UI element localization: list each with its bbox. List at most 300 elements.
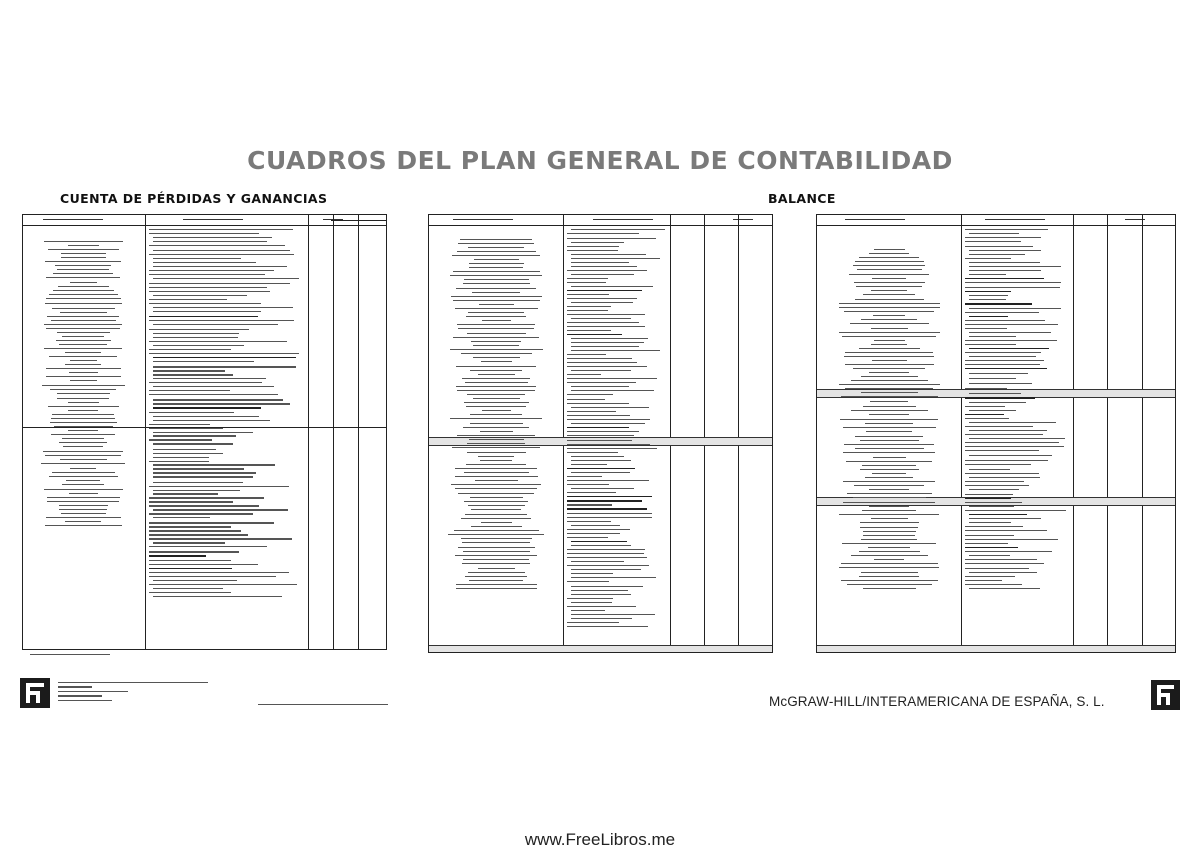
pyg-table xyxy=(22,214,387,650)
text-line xyxy=(853,368,925,369)
text-line xyxy=(153,357,296,358)
text-line xyxy=(149,592,231,593)
text-line xyxy=(859,576,919,577)
text-line xyxy=(571,573,613,574)
text-line xyxy=(844,311,934,312)
text-line xyxy=(567,598,613,599)
text-line xyxy=(47,501,119,502)
text-line xyxy=(58,286,109,287)
text-line xyxy=(849,274,929,275)
text-line xyxy=(860,527,918,528)
text-line xyxy=(567,411,616,412)
footnote xyxy=(30,654,110,655)
text-line xyxy=(969,295,1008,296)
text-line xyxy=(567,622,619,623)
text-line xyxy=(149,513,253,514)
text-line xyxy=(965,418,1009,419)
text-line xyxy=(965,481,1024,482)
text-line xyxy=(844,444,934,445)
text-line xyxy=(153,262,256,263)
text-line xyxy=(468,572,525,573)
text-line xyxy=(153,399,283,400)
text-line xyxy=(458,547,535,548)
text-line xyxy=(854,282,925,283)
text-line xyxy=(969,233,1019,234)
text-line xyxy=(149,245,285,246)
text-line xyxy=(149,254,294,255)
text-line xyxy=(567,270,647,271)
text-line xyxy=(153,435,236,436)
text-line xyxy=(567,448,657,449)
text-line xyxy=(861,539,917,540)
text-line xyxy=(571,386,629,387)
text-line xyxy=(567,468,635,469)
text-line xyxy=(469,580,523,581)
text-line xyxy=(463,283,530,284)
text-line xyxy=(454,530,539,531)
text-line xyxy=(455,488,537,489)
text-line xyxy=(866,431,912,432)
text-line xyxy=(571,407,649,408)
text-line xyxy=(567,606,636,607)
text-line xyxy=(965,364,1040,365)
text-line xyxy=(567,310,608,311)
text-line xyxy=(567,537,608,538)
text-line xyxy=(149,299,227,300)
imprint-line-right xyxy=(258,704,388,705)
text-line xyxy=(46,517,121,518)
text-line xyxy=(153,490,240,491)
text-line xyxy=(149,560,231,561)
text-line xyxy=(965,278,1044,279)
text-line xyxy=(839,332,940,333)
text-line xyxy=(571,262,629,263)
text-line xyxy=(969,356,1036,357)
text-line xyxy=(842,336,936,337)
text-line xyxy=(50,422,117,423)
text-line xyxy=(969,402,1026,403)
text-line xyxy=(969,274,1006,275)
text-line xyxy=(44,489,123,490)
text-line xyxy=(149,320,294,321)
text-line xyxy=(45,525,122,526)
text-line xyxy=(51,418,115,419)
text-line xyxy=(149,316,258,317)
text-line xyxy=(571,346,639,347)
text-line xyxy=(458,328,534,329)
text-line xyxy=(969,348,1049,349)
text-line xyxy=(153,407,261,408)
text-line xyxy=(965,320,1045,321)
text-line xyxy=(149,412,234,413)
text-line xyxy=(969,262,1040,263)
text-line xyxy=(153,295,247,296)
text-line xyxy=(567,306,611,307)
text-line xyxy=(567,533,620,534)
balance-table-activo xyxy=(428,214,773,653)
text-line xyxy=(571,338,648,339)
text-line xyxy=(845,388,933,389)
text-line xyxy=(567,557,647,558)
text-line xyxy=(70,282,97,283)
text-line xyxy=(70,468,96,469)
text-line xyxy=(153,311,261,312)
text-line xyxy=(464,402,529,403)
text-line xyxy=(149,353,299,354)
text-line xyxy=(62,484,104,485)
text-line xyxy=(149,564,258,565)
text-line xyxy=(567,399,605,400)
text-line xyxy=(859,551,920,552)
text-line xyxy=(847,584,932,585)
text-line xyxy=(567,521,611,522)
text-line xyxy=(149,291,270,292)
text-line xyxy=(470,423,523,424)
text-line xyxy=(567,278,608,279)
text-line xyxy=(457,435,535,436)
text-line xyxy=(153,464,275,465)
balance-activo-left-column xyxy=(439,239,553,592)
page-title: CUADROS DEL PLAN GENERAL DE CONTABILIDAD xyxy=(247,146,953,175)
text-line xyxy=(153,468,244,469)
header-label-line xyxy=(43,219,103,220)
text-line xyxy=(50,389,116,390)
pyg-section-title: CUENTA DE PÉRDIDAS Y GANANCIAS xyxy=(60,191,328,206)
text-line xyxy=(845,352,933,353)
text-line xyxy=(451,484,541,485)
text-line xyxy=(478,568,515,569)
text-line xyxy=(571,266,637,267)
text-line xyxy=(461,353,532,354)
text-line xyxy=(869,506,909,507)
mcgraw-hill-logo xyxy=(20,678,50,708)
text-line xyxy=(855,448,924,449)
text-line xyxy=(567,419,650,420)
text-line xyxy=(149,546,267,547)
text-line xyxy=(567,334,622,335)
text-line xyxy=(839,567,939,568)
text-line xyxy=(861,376,918,377)
text-line xyxy=(149,551,239,552)
text-line xyxy=(571,594,631,595)
text-line xyxy=(965,460,1048,461)
text-line xyxy=(865,423,913,424)
text-line xyxy=(149,229,293,230)
text-line xyxy=(466,406,526,407)
text-line xyxy=(567,322,639,323)
text-line xyxy=(153,596,282,597)
text-line xyxy=(969,430,1047,431)
text-line xyxy=(149,505,259,506)
text-line xyxy=(153,476,253,477)
text-line xyxy=(153,241,267,242)
text-line xyxy=(43,451,123,452)
text-line xyxy=(969,514,1027,515)
text-line xyxy=(464,472,529,473)
text-line xyxy=(859,257,919,258)
text-line xyxy=(463,559,529,560)
text-line xyxy=(965,526,1023,527)
text-line xyxy=(969,270,1041,271)
text-line xyxy=(567,565,649,566)
text-line xyxy=(843,452,935,453)
text-line xyxy=(965,559,1037,560)
text-line xyxy=(571,302,633,303)
text-line xyxy=(874,559,904,560)
text-line xyxy=(965,563,1044,564)
text-line xyxy=(571,456,624,457)
text-line xyxy=(571,545,631,546)
text-line xyxy=(473,398,520,399)
text-line xyxy=(149,555,206,556)
header-label-line xyxy=(733,219,753,220)
text-line xyxy=(473,357,520,358)
text-line xyxy=(843,427,936,428)
text-line xyxy=(863,406,916,407)
text-line xyxy=(571,525,620,526)
text-line xyxy=(872,473,906,474)
text-line xyxy=(567,366,647,367)
text-line xyxy=(965,539,1058,540)
text-line xyxy=(153,482,243,483)
text-line xyxy=(149,522,274,523)
text-line xyxy=(153,374,233,375)
text-line xyxy=(969,422,1056,423)
text-line xyxy=(472,292,520,293)
pyg-left-column xyxy=(33,241,133,529)
text-line xyxy=(153,542,225,543)
text-line xyxy=(865,477,913,478)
text-line xyxy=(859,348,920,349)
text-line xyxy=(571,472,630,473)
balance-activo-right-column xyxy=(567,229,665,630)
text-line xyxy=(149,534,248,535)
text-line xyxy=(61,257,106,258)
text-line xyxy=(965,510,1066,511)
text-line xyxy=(153,588,223,589)
text-line xyxy=(45,303,122,304)
text-line xyxy=(60,312,107,313)
text-line xyxy=(478,456,514,457)
balance-pasivo-right-column xyxy=(965,229,1069,592)
text-line xyxy=(452,447,540,448)
text-line xyxy=(153,420,270,421)
text-line xyxy=(567,282,606,283)
text-line xyxy=(149,424,210,425)
text-line xyxy=(571,586,643,587)
text-line xyxy=(965,584,1022,585)
text-line xyxy=(839,307,940,308)
text-line xyxy=(468,505,525,506)
text-line xyxy=(567,513,652,514)
text-line xyxy=(571,423,645,424)
text-line xyxy=(70,360,97,361)
text-line xyxy=(153,337,238,338)
text-line xyxy=(969,410,1016,411)
text-line xyxy=(843,502,935,503)
text-line xyxy=(567,250,618,251)
text-line xyxy=(861,392,918,393)
text-line xyxy=(571,614,655,615)
text-line xyxy=(843,481,935,482)
text-line xyxy=(149,526,231,527)
text-line xyxy=(52,472,115,473)
text-line xyxy=(448,534,544,535)
text-line xyxy=(62,336,104,337)
text-line xyxy=(571,541,627,542)
text-line xyxy=(462,563,530,564)
text-line xyxy=(153,416,259,417)
header-label-line xyxy=(845,219,905,220)
text-line xyxy=(567,354,606,355)
text-line xyxy=(469,439,524,440)
text-line xyxy=(456,584,537,585)
text-line xyxy=(861,319,917,320)
text-line xyxy=(153,403,290,404)
text-line xyxy=(149,428,223,429)
text-line xyxy=(571,390,654,391)
text-line xyxy=(571,488,634,489)
text-line xyxy=(149,439,212,440)
text-line xyxy=(475,480,518,481)
text-line xyxy=(571,350,660,351)
text-line xyxy=(969,572,1037,573)
text-line xyxy=(466,316,526,317)
text-line xyxy=(44,241,123,242)
text-line xyxy=(467,443,525,444)
text-line xyxy=(153,517,210,518)
text-line xyxy=(153,443,233,444)
text-line xyxy=(60,459,107,460)
text-line xyxy=(965,498,1011,499)
text-line xyxy=(153,453,223,454)
text-line xyxy=(458,493,534,494)
text-line xyxy=(149,568,232,569)
text-line xyxy=(149,382,262,383)
text-line xyxy=(455,555,537,556)
text-line xyxy=(455,476,538,477)
text-line xyxy=(571,590,628,591)
text-line xyxy=(41,463,125,464)
text-line xyxy=(965,502,1022,503)
text-line xyxy=(469,263,524,264)
text-line xyxy=(149,486,289,487)
mcgraw-hill-logo xyxy=(1151,680,1180,710)
text-line xyxy=(567,394,613,395)
text-line xyxy=(969,477,1040,478)
text-line xyxy=(850,323,929,324)
text-line xyxy=(68,430,98,431)
text-line xyxy=(46,376,121,377)
text-line xyxy=(53,273,113,274)
text-line xyxy=(480,460,512,461)
text-line xyxy=(51,320,116,321)
text-line xyxy=(62,438,104,439)
text-line xyxy=(839,514,939,515)
text-line xyxy=(450,418,542,419)
text-line xyxy=(49,356,117,357)
text-line xyxy=(863,531,916,532)
text-line xyxy=(965,324,1058,325)
text-line xyxy=(46,368,121,369)
text-line xyxy=(458,243,534,244)
text-line xyxy=(863,294,915,295)
text-line xyxy=(48,249,119,250)
text-line xyxy=(57,398,109,399)
text-line xyxy=(872,278,906,279)
text-line xyxy=(965,543,1008,544)
text-line xyxy=(862,465,916,466)
balance-pasivo-left-column xyxy=(829,249,949,592)
text-line xyxy=(149,341,287,342)
text-line xyxy=(567,290,642,291)
text-line xyxy=(853,265,925,266)
text-line xyxy=(869,414,909,415)
text-line xyxy=(59,509,107,510)
text-line xyxy=(965,485,1029,486)
text-line xyxy=(453,337,539,338)
text-line xyxy=(149,274,265,275)
text-line xyxy=(845,364,934,365)
text-line xyxy=(462,378,530,379)
publisher-name: McGRAW-HILL/INTERAMERICANA DE ESPAÑA, S. L. xyxy=(769,694,1105,709)
text-line xyxy=(153,493,218,494)
text-line xyxy=(869,253,909,254)
text-line xyxy=(567,553,644,554)
text-line xyxy=(68,402,99,403)
text-line xyxy=(965,580,1002,581)
text-line xyxy=(571,342,644,343)
text-line xyxy=(969,393,1021,394)
text-line xyxy=(567,382,636,383)
text-line xyxy=(871,518,908,519)
text-line xyxy=(842,543,936,544)
text-line xyxy=(473,345,519,346)
text-line xyxy=(871,328,908,329)
text-line xyxy=(153,386,274,387)
text-line xyxy=(567,626,648,627)
text-line xyxy=(481,522,512,523)
text-line xyxy=(567,504,612,505)
text-line xyxy=(61,513,106,514)
text-line xyxy=(54,426,113,427)
text-line xyxy=(567,238,656,239)
text-line xyxy=(969,250,1041,251)
text-line xyxy=(467,333,526,334)
text-line xyxy=(965,434,1043,435)
text-line xyxy=(965,360,1044,361)
text-line xyxy=(965,464,1031,465)
text-line xyxy=(841,580,938,581)
text-line xyxy=(861,572,918,573)
text-line xyxy=(456,288,536,289)
text-line xyxy=(969,336,1016,337)
text-line xyxy=(153,366,296,367)
text-line xyxy=(571,464,607,465)
text-line xyxy=(969,383,1032,384)
text-line xyxy=(567,517,652,518)
text-line xyxy=(467,394,525,395)
text-line xyxy=(965,397,1035,398)
header-label-line xyxy=(453,219,513,220)
text-line xyxy=(63,446,103,447)
text-line xyxy=(68,245,99,246)
text-line xyxy=(965,328,1007,329)
text-line xyxy=(571,274,634,275)
text-line xyxy=(53,290,114,291)
text-line xyxy=(969,506,1014,507)
text-line xyxy=(869,489,909,490)
